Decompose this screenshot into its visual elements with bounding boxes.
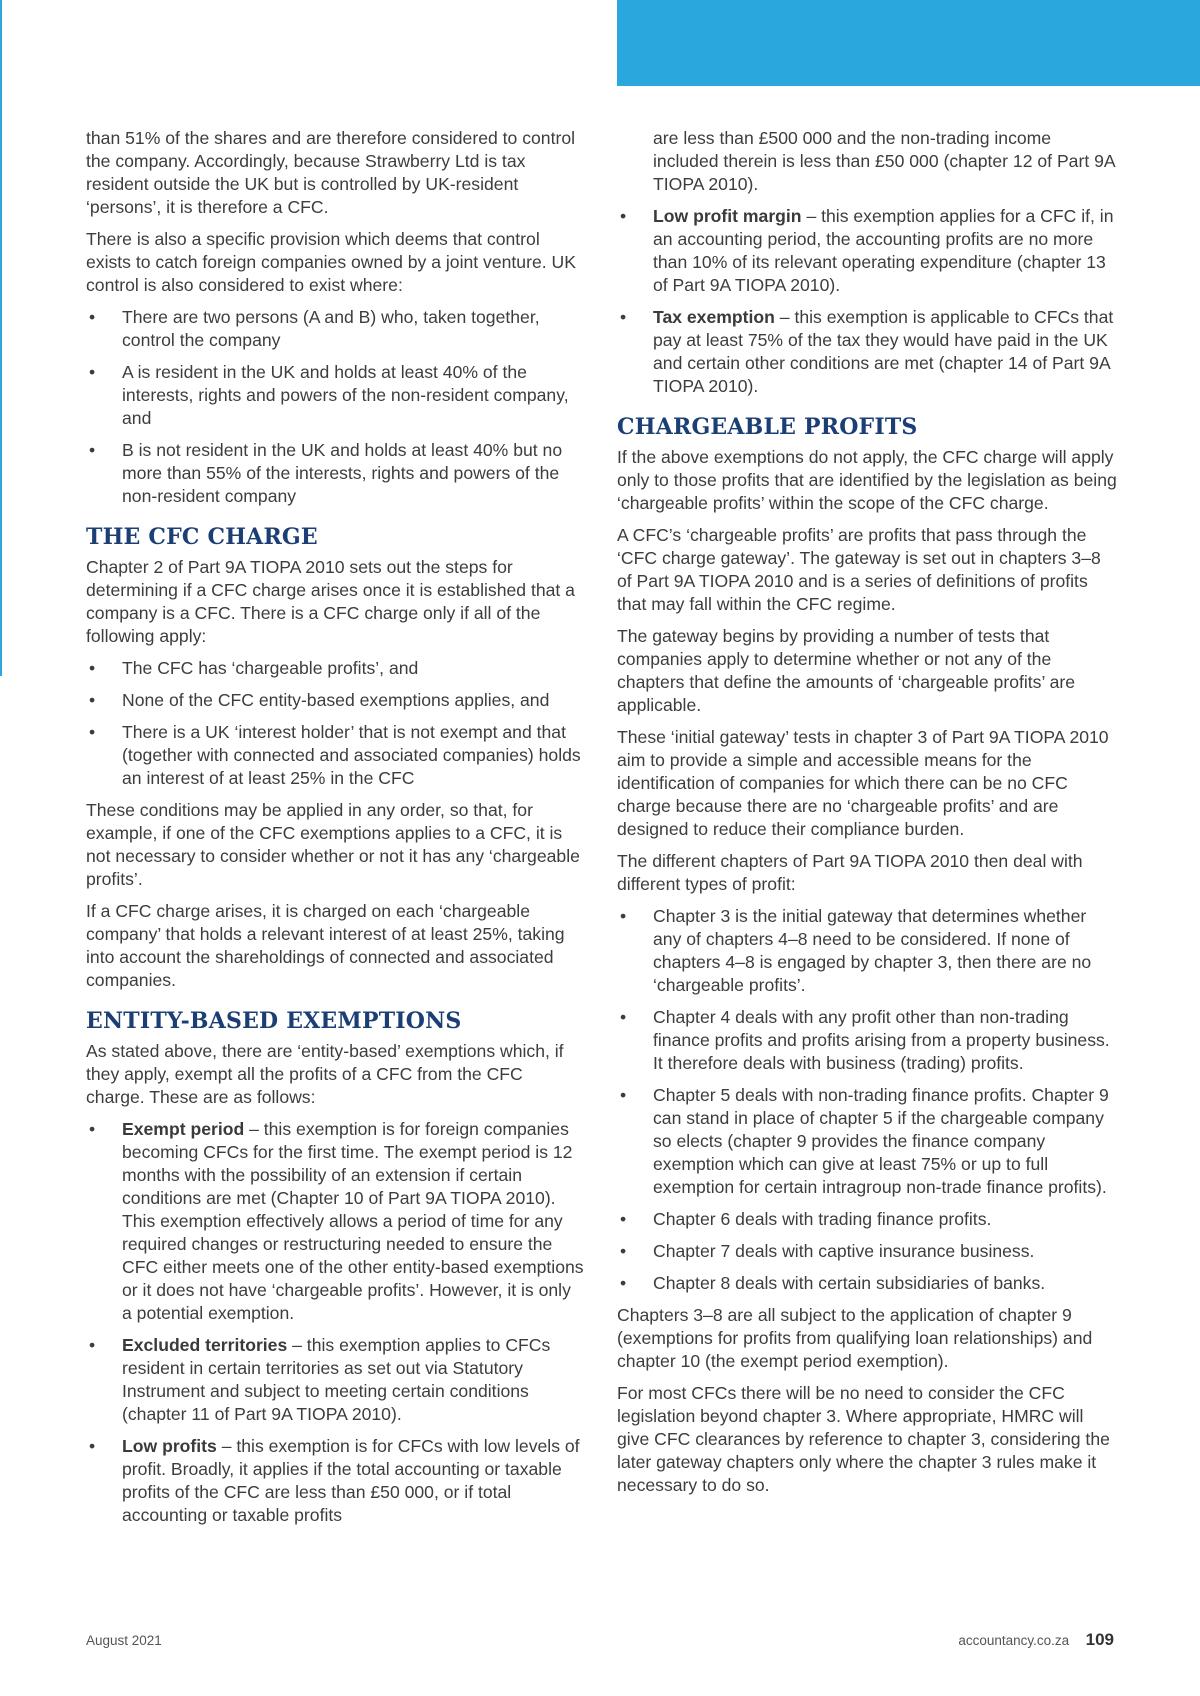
paragraph: A CFC’s ‘chargeable profits’ are profits that pass through the ‘CFC charge gateway’. The gateway is set out in chapters 3–8 of Part 9A TIOPA 2010 and is a series of definitions of profits that may fall within the CFC regime. bbox=[617, 525, 1101, 614]
list-item: • Chapter 6 deals with trading finance profits. bbox=[617, 1208, 1119, 1231]
definition: – this exemption applies for a CFC if, in an accounting period, the accounting profits are no more than 10% of its relevant operating expenditure (chapter 13 of Part 9A TIOPA 2010). bbox=[653, 206, 1114, 295]
exemptions-list bbox=[617, 205, 1119, 398]
list-continuation: are less than £500 000 and the non-trading income included therein is less than £50 000 (chapter 12 of Part 9A TIOPA 2010). bbox=[653, 128, 1115, 194]
list-item-exempt-period bbox=[86, 1118, 584, 1325]
page-number: 109 bbox=[1085, 1630, 1114, 1649]
paragraph: If a CFC charge arises, it is charged on each ‘chargeable company’ that holds a relevant interest of at least 25%, taking into account the shareholdings of connected and associated companies. bbox=[86, 901, 565, 990]
list-item: • Chapter 8 deals with certain subsidiaries of banks. bbox=[617, 1272, 1119, 1295]
definition: – this exemption is for foreign companies becoming CFCs for the first time. The exempt period is 12 months with the possibility of an extension if certain conditions are met (Chapter 10 of Part 9A TIOPA 2010). This exemption effectively allows a period of time for any required changes or restructuring needed to ensure the CFC either meets one of the other entity-based exemptions or it does not have ‘chargeable profits’. However, it is only a potential exemption. bbox=[122, 1119, 584, 1323]
list-item: • The CFC has ‘chargeable profits’, and bbox=[86, 657, 584, 680]
list-item-low-profits bbox=[86, 1435, 584, 1527]
term: Low profits bbox=[122, 1436, 217, 1456]
term: Excluded territories bbox=[122, 1335, 288, 1355]
section-heading-entity-exemptions: ENTITY-BASED EXEMPTIONS bbox=[86, 1008, 462, 1034]
list-item: • There is a UK ‘interest holder’ that is not exempt and that (together with connected and associated companies) holds an interest of at least 25% in the CFC bbox=[86, 721, 584, 790]
paragraph: Chapters 3–8 are all subject to the application of chapter 9 (exemptions for profits from qualifying loan relationships) and chapter 10 (the exempt period exemption). bbox=[617, 1305, 1093, 1371]
list-item-excluded-territories bbox=[86, 1334, 584, 1426]
definition: – this exemption is for CFCs with low levels of profit. Broadly, it applies if the total accounting or taxable profits of the CFC are less than £50 000, or if total accounting or taxable profits bbox=[122, 1436, 580, 1525]
paragraph: than 51% of the shares and are therefore considered to control the company. Accordingly, because Strawberry Ltd is tax resident outside the UK but is controlled by UK-resident ‘persons’, it is therefore a CFC. bbox=[86, 128, 576, 217]
paragraph: There is also a specific provision which deems that control exists to catch foreign companies owned by a joint venture. UK control is also considered to exist where: bbox=[86, 229, 576, 295]
paragraph: Chapter 2 of Part 9A TIOPA 2010 sets out the steps for determining if a CFC charge arises once it is established that a company is a CFC. There is a CFC charge only if all of the following apply: bbox=[86, 557, 575, 646]
list-item: • There are two persons (A and B) who, taken together, control the company bbox=[86, 306, 584, 352]
definition: – this exemption applies to CFCs resident in certain territories as set out via Statutory Instrument and subject to meeting certain conditions (chapter 11 of Part 9A TIOPA 2010). bbox=[122, 1335, 551, 1424]
bullet-list bbox=[86, 657, 584, 790]
right-column bbox=[617, 127, 1119, 1506]
paragraph: If the above exemptions do not apply, the CFC charge will apply only to those profits that are identified by the legislation as being ‘chargeable profits’ within the scope of the CFC charge. bbox=[617, 447, 1117, 513]
list-item-low-profit-margin bbox=[617, 205, 1119, 297]
list-item: • Chapter 3 is the initial gateway that determines whether any of chapters 4–8 need to be considered. If none of chapters 4–8 is engaged by chapter 3, then there are no ‘chargeable profits’. bbox=[617, 905, 1119, 997]
list-item: • Chapter 4 deals with any profit other than non-trading finance profits and profits arising from a property business. It therefore deals with business (trading) profits. bbox=[617, 1006, 1119, 1075]
paragraph: As stated above, there are ‘entity-based’ exemptions which, if they apply, exempt all the profits of a CFC from the CFC charge. These are as follows: bbox=[86, 1041, 564, 1107]
list-item: • None of the CFC entity-based exemptions applies, and bbox=[86, 689, 584, 712]
exemptions-list bbox=[86, 1118, 584, 1527]
footer-website: accountancy.co.za bbox=[958, 1633, 1070, 1648]
paragraph: For most CFCs there will be no need to consider the CFC legislation beyond chapter 3. Where appropriate, HMRC will give CFC clearances by reference to chapter 3, considering the later gateway chapters only where the chapter 3 rules make it necessary to do so. bbox=[617, 1383, 1110, 1495]
list-item: • Chapter 7 deals with captive insurance business. bbox=[617, 1240, 1119, 1263]
footer-right bbox=[958, 1630, 1114, 1650]
list-item: • B is not resident in the UK and holds at least 40% but no more than 55% of the interests, rights and powers of the non-resident company bbox=[86, 439, 584, 508]
term: Exempt period bbox=[122, 1119, 245, 1139]
term: Low profit margin bbox=[653, 206, 802, 226]
section-heading-chargeable-profits: CHARGEABLE PROFITS bbox=[617, 414, 918, 440]
bullet-list bbox=[86, 306, 584, 508]
left-column bbox=[86, 127, 584, 1536]
list-item: • A is resident in the UK and holds at least 40% of the interests, rights and powers of the non-resident company, and bbox=[86, 361, 584, 430]
definition: – this exemption is applicable to CFCs that pay at least 75% of the tax they would have paid in the UK and certain other conditions are met (chapter 14 of Part 9A TIOPA 2010). bbox=[653, 307, 1114, 396]
paragraph: These ‘initial gateway’ tests in chapter 3 of Part 9A TIOPA 2010 aim to provide a simple and accessible means for the identification of companies for which there can be no CFC charge because there are no ‘chargeable profits’ and are designed to reduce their compliance burden. bbox=[617, 727, 1109, 839]
left-edge-line bbox=[0, 0, 2, 676]
paragraph: The different chapters of Part 9A TIOPA 2010 then deal with different types of profit: bbox=[617, 851, 1083, 894]
term: Tax exemption bbox=[653, 307, 775, 327]
paragraph: The gateway begins by providing a number of tests that companies apply to determine whether or not any of the chapters that define the amounts of ‘chargeable profits’ are applicable. bbox=[617, 626, 1076, 715]
bullet-list bbox=[617, 905, 1119, 1295]
section-heading-cfc-charge: THE CFC CHARGE bbox=[86, 524, 318, 550]
paragraph: These conditions may be applied in any order, so that, for example, if one of the CFC exemptions applies to a CFC, it is not necessary to consider whether or not it has any ‘chargeable profits’. bbox=[86, 800, 580, 889]
list-item: • Chapter 5 deals with non-trading finance profits. Chapter 9 can stand in place of chapter 5 if the chargeable company so elects (chapter 9 provides the finance company exemption which can give at least 75% or up to full exemption for certain intragroup non-trade finance profits). bbox=[617, 1084, 1119, 1199]
list-item-tax-exemption bbox=[617, 306, 1119, 398]
header-accent-bar bbox=[617, 0, 1200, 86]
footer-date: August 2021 bbox=[86, 1633, 162, 1648]
